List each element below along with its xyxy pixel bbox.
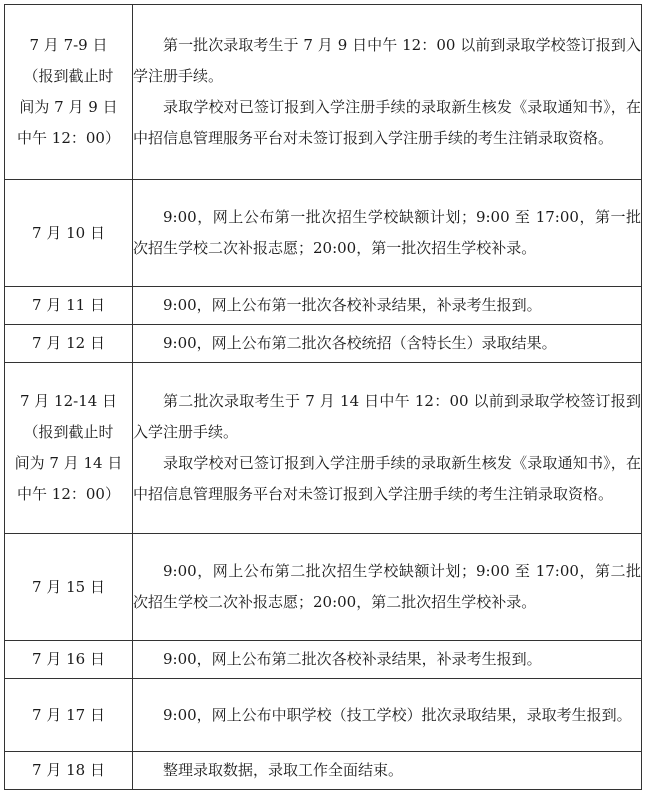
date-line: 间为 7 月 9 日: [19, 98, 118, 116]
table-row: [5, 679, 642, 752]
table-row: [5, 752, 642, 790]
date-line: 7 月 12-14 日: [19, 392, 118, 410]
description-cell: [133, 325, 642, 363]
description-paragraph: 9:00，网上公布第二批次各校统招（含特长生）录取结果。: [163, 334, 557, 352]
description-cell: [133, 752, 642, 790]
description-paragraph: 整理录取数据，录取工作全面结束。: [163, 761, 404, 779]
table-row: [5, 641, 642, 679]
description-cell: [133, 534, 642, 641]
date-line: 中午 12：00）: [17, 485, 120, 503]
date-line: 7 月 18 日: [32, 761, 105, 779]
date-cell: [5, 287, 133, 325]
description-paragraph: 9:00，网上公布第一批次招生学校缺额计划；9:00 至 17:00，第一批次招生学校二次补报志愿；20:00，第一批次招生学校补录。: [133, 208, 641, 257]
table-row: [5, 5, 642, 180]
date-cell: [5, 679, 133, 752]
date-line: 间为 7 月 14 日: [14, 454, 123, 472]
date-line: 7 月 15 日: [32, 577, 105, 596]
date-cell: [5, 641, 133, 679]
date-line: 7 月 11 日: [32, 296, 105, 314]
description-paragraph: 第一批次录取考生于 7 月 9 日中午 12：00 以前到录取学校签订报到入学注册手续。: [133, 36, 641, 85]
admission-schedule-table: [4, 4, 642, 790]
date-line: （报到截止时: [23, 423, 114, 441]
date-cell: [5, 752, 133, 790]
date-line: 中午 12：00）: [17, 129, 120, 147]
table-row: [5, 534, 642, 641]
description-cell: [133, 180, 642, 287]
table-row: [5, 180, 642, 287]
date-line: 7 月 12 日: [32, 334, 105, 352]
description-paragraph: 9:00，网上公布第一批次各校补录结果，补录考生报到。: [163, 296, 542, 314]
description-cell: [133, 363, 642, 534]
date-line: （报到截止时: [23, 67, 114, 85]
description-paragraph: 录取学校对已签订报到入学注册手续的录取新生核发《录取通知书》，在中招信息管理服务平台对未签订报到入学注册手续的考生注销录取资格。: [133, 98, 641, 147]
date-cell: [5, 325, 133, 363]
description-cell: [133, 287, 642, 325]
date-line: 7 月 16 日: [32, 650, 105, 668]
date-line: 7 月 17 日: [32, 705, 105, 724]
table-row: [5, 287, 642, 325]
description-cell: [133, 5, 642, 180]
table-row: [5, 325, 642, 363]
date-line: 7 月 10 日: [32, 223, 105, 242]
description-paragraph: 9:00，网上公布第二批次各校补录结果，补录考生报到。: [163, 650, 542, 668]
date-cell: [5, 534, 133, 641]
description-paragraph: 9:00，网上公布中职学校（技工学校）批次录取结果，录取考生报到。: [163, 705, 632, 724]
description-cell: [133, 641, 642, 679]
date-cell: [5, 363, 133, 534]
table-row: [5, 363, 642, 534]
description-cell: [133, 679, 642, 752]
description-paragraph: 第二批次录取考生于 7 月 14 日中午 12：00 以前到录取学校签订报到入学注册手续。: [133, 392, 641, 441]
date-cell: [5, 5, 133, 180]
date-line: 7 月 7-9 日: [29, 36, 108, 54]
date-cell: [5, 180, 133, 287]
description-paragraph: 9:00，网上公布第二批次招生学校缺额计划；9:00 至 17:00，第二批次招生学校二次补报志愿；20:00，第二批次招生学校补录。: [133, 562, 641, 611]
description-paragraph: 录取学校对已签订报到入学注册手续的录取新生核发《录取通知书》，在中招信息管理服务平台对未签订报到入学注册手续的考生注销录取资格。: [133, 454, 641, 503]
